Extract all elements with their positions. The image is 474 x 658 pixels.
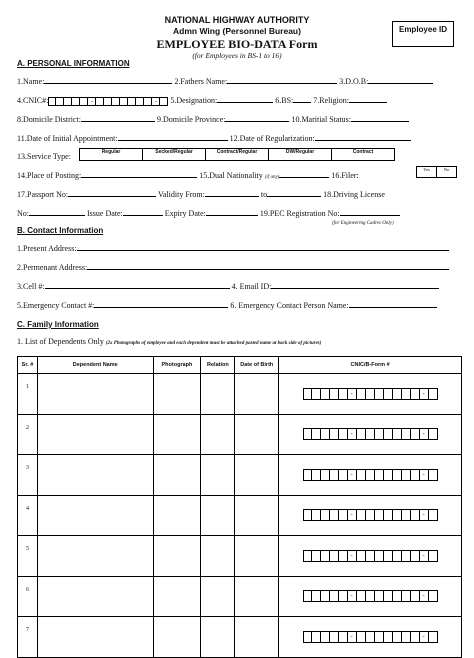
row-emergency [17, 300, 462, 311]
row-name [17, 76, 462, 87]
row-posting [17, 170, 462, 183]
father-label: 2.Fathers Name: [174, 77, 228, 86]
filer-no[interactable]: No [437, 167, 457, 178]
bs-label: 6.BS: [275, 96, 294, 105]
dual-field[interactable] [279, 170, 329, 178]
dependent-name-cell[interactable] [37, 617, 153, 658]
employee-id-box[interactable] [392, 21, 454, 47]
email-field[interactable] [271, 281, 439, 289]
designation-field[interactable] [217, 95, 273, 103]
dependents-table [17, 356, 462, 658]
relation-cell[interactable] [201, 374, 235, 415]
employee-id-label: Employee ID [398, 25, 447, 34]
service-option-dw-regular[interactable]: DW/Regular [269, 149, 332, 161]
service-option-regular[interactable]: Regular [80, 149, 143, 161]
photograph-cell[interactable] [153, 414, 201, 455]
filer-options [416, 166, 457, 178]
row-number: 5 [18, 536, 38, 577]
row-dependents-label [17, 337, 462, 349]
designation-label: 5.Designation: [170, 96, 218, 105]
relation-cell[interactable] [201, 495, 235, 536]
if-any-note: (if any) [264, 175, 280, 180]
table-row [18, 576, 462, 617]
religion-field[interactable] [349, 95, 387, 103]
photograph-cell[interactable] [153, 455, 201, 496]
row-cnic [17, 95, 462, 106]
expiry-date-field[interactable] [206, 208, 258, 216]
relation-cell[interactable] [201, 617, 235, 658]
regularization-label: 12.Date of Regularization: [229, 134, 315, 143]
marital-label: 10.Maritial Status: [291, 115, 351, 124]
father-field[interactable] [227, 76, 337, 84]
row-passport [17, 189, 462, 200]
marital-field[interactable] [351, 114, 409, 122]
col-photograph: Photograph [153, 357, 201, 374]
cnic-cell[interactable]: - - [279, 576, 462, 617]
relation-cell[interactable] [201, 455, 235, 496]
row-number: 6 [18, 576, 38, 617]
emergency-contact-label: 5.Emergency Contact #: [17, 301, 95, 310]
dependent-name-cell[interactable] [37, 536, 153, 577]
name-field[interactable] [44, 76, 172, 84]
row-number: 4 [18, 495, 38, 536]
present-address-label: 1.Present Address: [17, 244, 77, 253]
posting-label: 14.Place of Posting: [17, 171, 82, 180]
appointment-field[interactable] [118, 133, 228, 141]
issue-date-field[interactable] [123, 208, 163, 216]
section-a-heading: A. PERSONAL INFORMATION [17, 59, 130, 68]
dependent-name-cell[interactable] [37, 495, 153, 536]
table-row [18, 414, 462, 455]
cnic-cell[interactable]: - - [279, 617, 462, 658]
photograph-cell[interactable] [153, 374, 201, 415]
org-name: NATIONAL HIGHWAY AUTHORITY [164, 15, 310, 25]
section-b-heading: B. Contact Information [17, 226, 104, 235]
row-number: 3 [18, 455, 38, 496]
pec-label: 19.PEC Registration No: [259, 209, 340, 218]
dob-cell[interactable] [235, 576, 279, 617]
col-sr: Sr. # [18, 357, 38, 374]
cnic-boxes[interactable]: - - [48, 96, 168, 105]
cnic-label: 4.CNIC#: [17, 96, 49, 105]
domicile-district-label: 8.Domicile District: [17, 115, 81, 124]
validity-label: Validity From: [157, 190, 205, 199]
emergency-contact-field[interactable] [94, 300, 228, 308]
license-no-field[interactable] [29, 208, 85, 216]
row-domicile [17, 114, 462, 125]
regularization-field[interactable] [315, 133, 411, 141]
row-appointment [17, 133, 462, 144]
bs-field[interactable] [293, 95, 311, 103]
cnic-cell[interactable]: - - [279, 455, 462, 496]
emergency-person-label: 6. Emergency Contact Person Name: [230, 301, 349, 310]
service-type-label: 13.Service Type: [17, 152, 71, 161]
pec-field[interactable] [340, 208, 400, 216]
dob-cell[interactable] [235, 536, 279, 577]
domicile-province-label: 9.Domicile Province: [157, 115, 226, 124]
col-dependent-name: Dependent Name [37, 357, 153, 374]
table-row [18, 536, 462, 577]
dependents-note: (2x Photographs of employee and each dependent must be attached pasted name at back side of pictures) [105, 341, 322, 346]
row-cell-email [17, 281, 462, 292]
validity-from-field[interactable] [205, 189, 259, 197]
permanent-address-label: 2.Permenant Address: [17, 263, 88, 272]
cell-field[interactable] [45, 281, 230, 289]
col-relation: Relation [201, 357, 235, 374]
photograph-cell[interactable] [153, 536, 201, 577]
form-subtitle: (for Employees in BS-1 to 16) [192, 51, 282, 60]
row-permanent-address [17, 262, 462, 273]
service-option-secked-regular[interactable]: Secked/Regular [143, 149, 206, 161]
dob-cell[interactable] [235, 455, 279, 496]
service-option-contract[interactable]: Contract [332, 149, 395, 161]
appointment-label: 11.Date of Initial Appointment: [17, 134, 118, 143]
domicile-district-field[interactable] [81, 114, 155, 122]
row-number: 7 [18, 617, 38, 658]
relation-cell[interactable] [201, 414, 235, 455]
dob-cell[interactable] [235, 617, 279, 658]
dual-label: 15.Dual Nationality [199, 171, 263, 180]
wing-name: Admn Wing (Personnel Bureau) [173, 26, 301, 36]
table-row [18, 455, 462, 496]
relation-cell[interactable] [201, 576, 235, 617]
domicile-province-field[interactable] [225, 114, 289, 122]
photograph-cell[interactable] [153, 495, 201, 536]
filer-yes[interactable]: Yes [417, 167, 437, 178]
cnic-cell[interactable]: - - [279, 414, 462, 455]
photograph-cell[interactable] [153, 576, 201, 617]
dob-cell[interactable] [235, 495, 279, 536]
cell-label: 3.Cell #: [17, 282, 45, 291]
dob-cell[interactable] [235, 374, 279, 415]
table-row [18, 495, 462, 536]
col-cnic: CNIC/B-Form # [279, 357, 462, 374]
dependents-label: 1. List of Dependents Only [17, 337, 104, 346]
dob-cell[interactable] [235, 414, 279, 455]
driving-label: 18.Driving License [323, 190, 385, 199]
table-row [18, 617, 462, 658]
row-number: 2 [18, 414, 38, 455]
cnic-cell[interactable]: - - [279, 495, 462, 536]
col-dob: Date of Birth [235, 357, 279, 374]
dependent-name-cell[interactable] [37, 576, 153, 617]
present-address-field[interactable] [77, 243, 449, 251]
row-number: 1 [18, 374, 38, 415]
pec-note: (for Engineering Cadres Only) [332, 221, 394, 226]
passport-field[interactable] [68, 189, 156, 197]
photograph-cell[interactable] [153, 617, 201, 658]
religion-label: 7.Religion: [313, 96, 350, 105]
dependent-name-cell[interactable] [37, 455, 153, 496]
expiry-label: Expiry Date: [164, 209, 206, 218]
relation-cell[interactable] [201, 536, 235, 577]
row-present-address [17, 243, 462, 254]
to-label: to [260, 190, 268, 199]
cnic-cell[interactable]: - - [279, 536, 462, 577]
license-no-label: No: [17, 209, 29, 218]
posting-field[interactable] [81, 170, 197, 178]
email-label: 4. Email ID: [231, 282, 272, 291]
dob-label: 3.D.O.B: [339, 77, 369, 86]
table-row [18, 374, 462, 415]
section-c-heading: C. Family Information [17, 320, 99, 329]
dependent-name-cell[interactable] [37, 414, 153, 455]
dependent-name-cell[interactable] [37, 374, 153, 415]
passport-label: 17.Passport No: [17, 190, 69, 199]
service-type-options [79, 148, 395, 161]
row-license [17, 208, 462, 219]
permanent-address-field[interactable] [87, 262, 449, 270]
service-option-contract-regular[interactable]: Contract/Regular [206, 149, 269, 161]
emergency-person-field[interactable] [349, 300, 437, 308]
form-title: EMPLOYEE BIO-DATA Form [156, 37, 318, 51]
validity-to-field[interactable] [267, 189, 321, 197]
name-label: 1.Name: [17, 77, 45, 86]
dob-field[interactable] [368, 76, 433, 84]
issue-label: Issue Date: [87, 209, 123, 218]
filer-label: 16.Filer: [331, 171, 359, 180]
cnic-cell[interactable]: - - [279, 374, 462, 415]
